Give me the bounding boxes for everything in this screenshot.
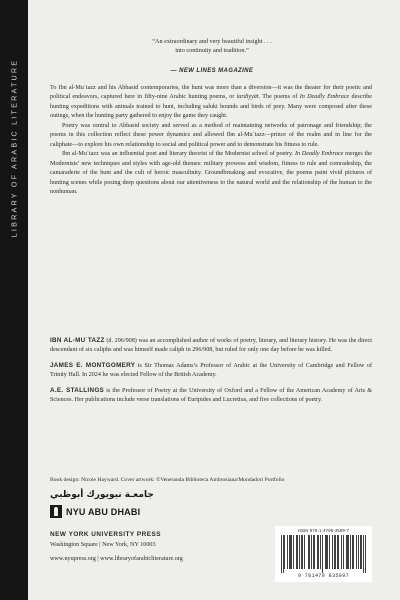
- barcode-bar: [360, 535, 361, 569]
- barcode-bar: [337, 535, 338, 569]
- barcode-bar: [293, 535, 294, 569]
- barcode-bar: [350, 535, 351, 569]
- barcode-bar: [347, 535, 348, 569]
- barcode-bar: [346, 535, 347, 569]
- barcode-bar: [313, 535, 314, 569]
- barcode-bar: [320, 535, 321, 569]
- barcode-bar: [284, 535, 285, 569]
- publisher-websites: www.nyupress.org | www.libraryofarabicliterature.org: [50, 556, 183, 562]
- bio-text: is the Professor of Poetry at the University of Oxford and a Fellow of the American Academy of Arts & Sciences. Her publications include verse translations of Euripides and Lucretius, and five collections of poetry.: [50, 387, 372, 404]
- barcode-bar: [291, 535, 292, 569]
- quote-line: into continuity and tradition.”: [175, 47, 249, 54]
- publisher-info: [50, 530, 270, 564]
- logo-english: NYU ABU DHABI: [66, 506, 141, 517]
- publisher-name: NEW YORK UNIVERSITY PRESS: [50, 531, 161, 538]
- paragraph-3: [50, 150, 372, 197]
- bio-name: IBN AL-MUʿTAZZ: [50, 337, 105, 344]
- barcode-bar: [326, 535, 327, 569]
- barcode-bar: [281, 535, 282, 573]
- barcode-bar: [318, 535, 319, 569]
- bio-translator: [50, 361, 372, 381]
- barcode-bar: [363, 535, 364, 573]
- barcode-bar: [322, 535, 323, 573]
- text-run: Poetry was central to Abbasid society and served as a method of maintaining networks of patronage and friendship; the poems in this collection reflect these power dynamics and allowed Ibn al-Muʿtazz—prince of the realm and in line for the caliphate—to explore his own relationship to social and political power and to demonstrate his fitness to rule.: [50, 122, 372, 148]
- paragraph-1: [50, 84, 372, 122]
- barcode-bar: [341, 535, 342, 569]
- barcode-bar: [283, 535, 284, 573]
- text-run: merges the Modernists’ new techniques and styles with age-old themes: military prowess and wisdom, fitness to rule and comradeship, the camaraderie of the hunt and the cult of heroic masculinity. Groundbreaking and evocative, the poems paint vivid pictures of hunting scenes while posing deep questions about our attentiveness to the natural world and the relationship of the human to the nonhuman.: [50, 151, 372, 195]
- text-run: . The poems of: [258, 94, 300, 101]
- nyu-abu-dhabi-logo: [50, 490, 200, 528]
- barcode-bar: [302, 535, 303, 569]
- italic-term: ṫardiyyāt: [236, 94, 259, 101]
- barcode-bar: [338, 535, 339, 569]
- barcode-bar: [325, 535, 326, 569]
- text-run: describe hunting expeditions with animals trained to hunt, including saluki hounds and birds of prey. Many were composed after these outings, when the hunting party gathered to enjoy the game they caught.: [50, 94, 372, 120]
- review-quote: [92, 37, 332, 55]
- barcode-bar: [334, 535, 335, 569]
- publisher-address: Washington Square | New York, NY 10003: [50, 542, 156, 548]
- barcode-bar: [297, 535, 298, 569]
- barcode-bar: [343, 535, 344, 569]
- barcode-bar: [332, 535, 333, 569]
- bio-text: is Sir Thomas Adams’s Professor of Arabic at the University of Cambridge and Fellow of Trinity Hall. In 2024 he was elected Fellow of the British Academy.: [50, 362, 372, 379]
- barcode-bar: [353, 535, 354, 569]
- logo-arabic: جامعـة نيويورك أبوظبي: [50, 490, 154, 500]
- barcode-bar: [352, 535, 353, 569]
- paragraph-2: [50, 122, 372, 150]
- barcode-bar: [365, 535, 366, 573]
- barcode-bar: [356, 535, 357, 569]
- design-credits: Book design: Nicole Hayward. Cover artwork: ©Veneranda Biblioteca Ambrosiana/Mondadori Portfolio: [50, 477, 285, 483]
- bio-author: [50, 336, 372, 356]
- text-run: To Ibn al-Muʿtazz and his Abbasid contemporaries, the hunt was more than a diversion—it was the theater for their poetic and political endeavors, captured here in fifty-nine Arabic hunting poems, or: [50, 85, 372, 101]
- barcode-bars: [281, 535, 366, 573]
- barcode-bar: [290, 535, 291, 569]
- barcode-bar: [335, 535, 336, 569]
- description: [50, 84, 372, 197]
- back-cover: [50, 0, 372, 600]
- barcode-bar: [327, 535, 328, 569]
- text-run: Ibn al-Muʿtazz was an influential poet and literary theorist of the Modernist school of poetry.: [62, 151, 295, 158]
- barcode-bar: [317, 535, 318, 569]
- torch-icon: [50, 505, 62, 518]
- barcode-digits: 9 781479 835997: [297, 573, 349, 579]
- barcode-bar: [301, 535, 302, 569]
- bio-foreword: [50, 386, 372, 406]
- bio-name: JAMES E. MONTGOMERY: [50, 361, 136, 369]
- barcode-bar: [289, 535, 290, 569]
- book-title: In Deadly Embrace: [294, 151, 344, 158]
- logo-row: [50, 505, 200, 518]
- contributor-bios: [50, 336, 372, 411]
- barcode-bar: [358, 535, 359, 569]
- barcode-bar: [304, 535, 305, 569]
- barcode-bar: [348, 535, 349, 569]
- bio-text: (d. 296/908) was an accomplished author of works of poetry, literary, and literary history. He was the direct descendant of six caliphs and was himself made caliph in 296/908, but ruled for only one day before he was killed.: [50, 338, 372, 354]
- barcode-bar: [296, 535, 297, 569]
- barcode-bar: [299, 535, 300, 569]
- barcode-bar: [329, 535, 330, 569]
- barcode: [275, 526, 372, 582]
- barcode-bar: [309, 535, 310, 569]
- spine-band: [0, 0, 28, 600]
- barcode-bar: [314, 535, 315, 569]
- series-title: LIBRARY OF ARABIC LITERATURE: [9, 58, 19, 238]
- barcode-bar: [287, 535, 288, 569]
- barcode-bar: [361, 535, 362, 569]
- isbn-label: ISBN 978-1-4798-3599-7: [297, 528, 350, 533]
- quote-line: “An extraordinary and very beautiful insight . . .: [152, 38, 272, 45]
- barcode-bar: [311, 535, 312, 569]
- quote-source: — NEW LINES MAGAZINE: [170, 68, 254, 74]
- bio-name: A.E. STALLINGS: [50, 386, 105, 394]
- book-title: In Deadly Embrace: [299, 94, 350, 101]
- barcode-bar: [308, 535, 309, 569]
